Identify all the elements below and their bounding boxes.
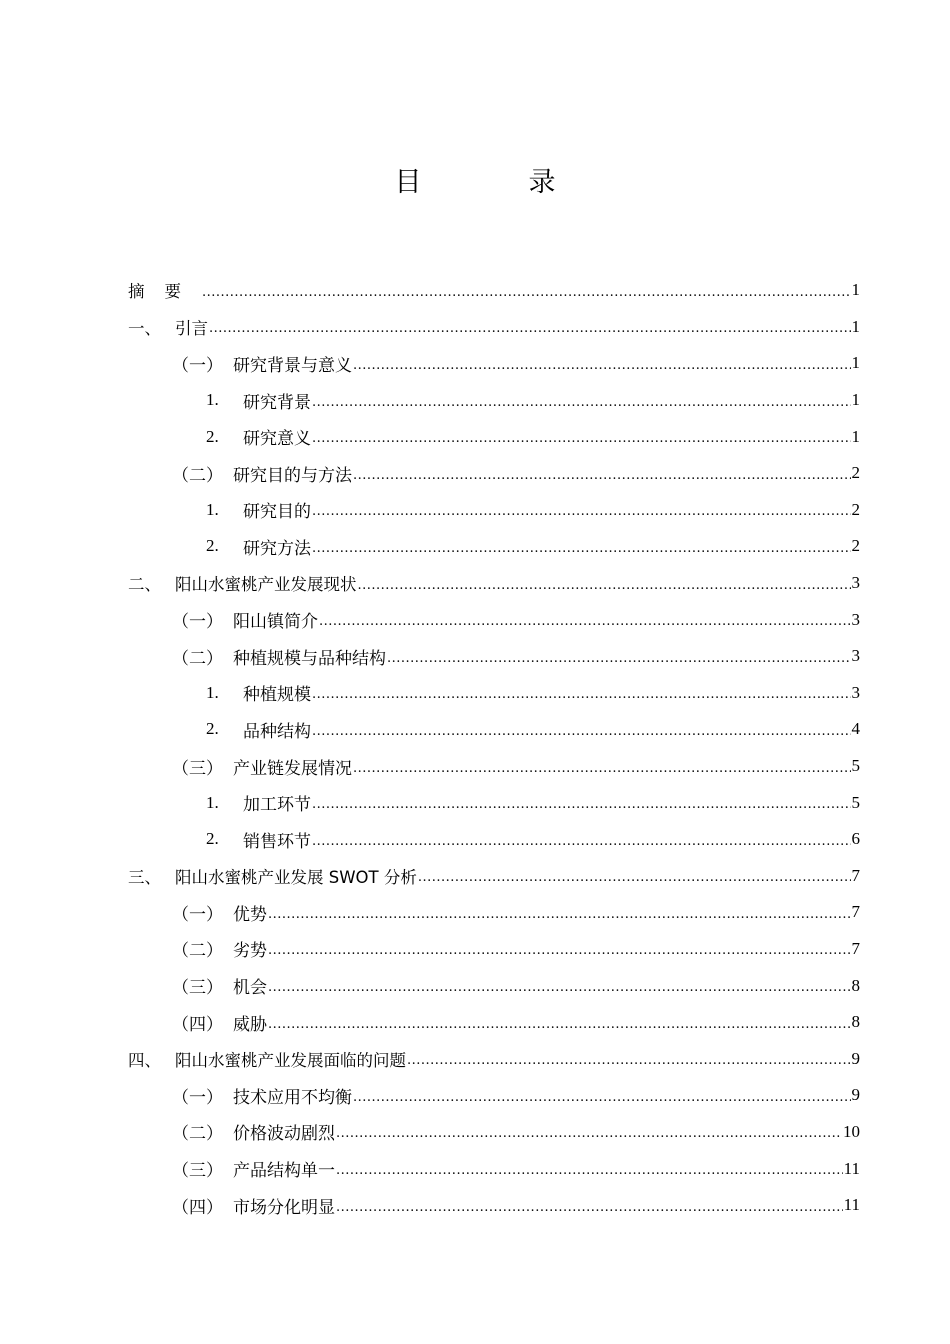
toc-entry[interactable] xyxy=(128,858,860,895)
toc-entry-number: （一） xyxy=(172,904,223,925)
toc-entry[interactable] xyxy=(128,711,860,748)
toc-entry-number: （一） xyxy=(172,355,223,376)
toc-entry-number: 1. xyxy=(206,499,219,519)
toc-entry-title: 阳山水蜜桃产业发展现状 xyxy=(175,575,357,595)
toc-dot-leader xyxy=(353,1090,851,1105)
toc-page-number: 9 xyxy=(851,1085,860,1105)
toc-dot-leader xyxy=(268,943,851,958)
toc-page-number: 1 xyxy=(851,390,860,410)
toc-entry-number: 1. xyxy=(206,390,219,410)
toc-entry-title: 销售环节 xyxy=(243,831,311,852)
toc-page-number: 1 xyxy=(851,353,860,373)
toc-entry-number: 1. xyxy=(206,682,219,702)
toc-entry-number: 1. xyxy=(206,792,219,812)
toc-entry[interactable] xyxy=(128,309,860,346)
toc-entry-title: 阳山水蜜桃产业发展 SWOT 分析 xyxy=(175,867,417,887)
toc-entry-title: 研究背景与意义 xyxy=(233,355,352,376)
toc-dot-leader xyxy=(312,504,851,519)
toc-page-number: 6 xyxy=(851,829,860,849)
toc-entry-title: 品种结构 xyxy=(243,721,311,742)
toc-entry-number: 2. xyxy=(206,719,219,739)
toc-entry-number: 2. xyxy=(206,426,219,446)
toc-page-number: 7 xyxy=(851,938,860,958)
toc-dot-leader xyxy=(353,358,851,373)
toc-entry-title: 种植规模 xyxy=(243,685,311,706)
toc-dot-leader xyxy=(353,761,851,776)
toc-entry[interactable] xyxy=(128,565,860,602)
toc-entry[interactable] xyxy=(128,272,860,309)
toc-entry[interactable] xyxy=(128,967,860,1004)
toc-dot-leader xyxy=(312,395,851,410)
toc-dot-leader xyxy=(358,578,851,593)
toc-page-number: 2 xyxy=(851,499,860,519)
toc-entry-number: 三、 xyxy=(128,867,161,887)
table-of-contents xyxy=(128,272,860,1223)
toc-entry[interactable] xyxy=(128,821,860,858)
toc-dot-leader xyxy=(312,541,851,556)
toc-entry-title: 机会 xyxy=(233,978,267,999)
toc-entry-number: （二） xyxy=(172,941,223,962)
toc-page-number: 3 xyxy=(851,609,860,629)
toc-entry-number: 二、 xyxy=(128,575,161,595)
toc-entry[interactable] xyxy=(128,784,860,821)
toc-entry[interactable] xyxy=(128,455,860,492)
toc-entry-title: 研究目的 xyxy=(243,502,311,523)
toc-entry[interactable] xyxy=(128,931,860,968)
toc-dot-leader xyxy=(209,321,851,336)
toc-dot-leader xyxy=(312,797,851,812)
toc-entry-title: 引言 xyxy=(175,318,208,338)
toc-page-number: 1 xyxy=(851,280,860,300)
toc-entry-title: 阳山镇简介 xyxy=(233,612,318,633)
toc-page-number: 9 xyxy=(851,1048,860,1068)
toc-dot-leader xyxy=(312,431,851,446)
toc-entry-number: （二） xyxy=(172,1124,223,1145)
toc-entry-number: （四） xyxy=(172,1197,223,1218)
toc-entry-number: （三） xyxy=(172,978,223,999)
toc-entry-title: 技术应用不均衡 xyxy=(233,1087,352,1108)
toc-entry-title: 市场分化明显 xyxy=(233,1197,335,1218)
toc-entry-title: 摘要 xyxy=(128,282,201,302)
toc-entry-title: 研究目的与方法 xyxy=(233,465,352,486)
toc-dot-leader xyxy=(268,980,851,995)
toc-page-number: 4 xyxy=(851,719,860,739)
toc-page-number: 3 xyxy=(851,682,860,702)
toc-entry[interactable] xyxy=(128,492,860,529)
toc-entry-number: （二） xyxy=(172,465,223,486)
toc-entry-title: 研究方法 xyxy=(243,538,311,559)
toc-entry[interactable] xyxy=(128,1004,860,1041)
toc-page-number: 11 xyxy=(843,1195,860,1215)
toc-page-number: 2 xyxy=(851,463,860,483)
toc-dot-leader xyxy=(312,724,851,739)
toc-entry-title: 研究意义 xyxy=(243,429,311,450)
toc-entry-number: （三） xyxy=(172,1161,223,1182)
toc-dot-leader xyxy=(418,870,851,885)
toc-entry[interactable] xyxy=(128,601,860,638)
toc-entry-number: （四） xyxy=(172,1014,223,1035)
toc-entry-title: 种植规模与品种结构 xyxy=(233,648,386,669)
toc-entry[interactable] xyxy=(128,418,860,455)
toc-entry-number: 四、 xyxy=(128,1050,161,1070)
toc-entry-number: 2. xyxy=(206,829,219,849)
toc-dot-leader xyxy=(387,651,851,666)
toc-page-number: 3 xyxy=(851,646,860,666)
toc-entry[interactable] xyxy=(128,1040,860,1077)
toc-entry-title: 威胁 xyxy=(233,1014,267,1035)
toc-entry[interactable] xyxy=(128,638,860,675)
toc-entry[interactable] xyxy=(128,1150,860,1187)
toc-entry[interactable] xyxy=(128,1077,860,1114)
toc-dot-leader xyxy=(336,1163,843,1178)
toc-entry-title: 价格波动剧烈 xyxy=(233,1124,335,1145)
toc-entry-number: （一） xyxy=(172,612,223,633)
toc-page-number: 5 xyxy=(851,792,860,812)
toc-page-number: 1 xyxy=(851,316,860,336)
toc-entry-title: 产业链发展情况 xyxy=(233,758,352,779)
toc-page-number: 5 xyxy=(851,756,860,776)
toc-dot-leader xyxy=(336,1200,843,1215)
toc-entry-number: （一） xyxy=(172,1087,223,1108)
toc-entry[interactable] xyxy=(128,675,860,712)
toc-entry[interactable] xyxy=(128,382,860,419)
toc-page-number: 11 xyxy=(843,1158,860,1178)
toc-page-number: 7 xyxy=(851,902,860,922)
toc-page-number: 8 xyxy=(851,975,860,995)
toc-dot-leader xyxy=(312,834,851,849)
toc-entry-title: 阳山水蜜桃产业发展面临的问题 xyxy=(175,1050,406,1070)
toc-entry-title: 优势 xyxy=(233,904,267,925)
toc-entry[interactable] xyxy=(128,1114,860,1151)
toc-entry-number: （二） xyxy=(172,648,223,669)
toc-entry-title: 劣势 xyxy=(233,941,267,962)
toc-entry[interactable] xyxy=(128,894,860,931)
toc-entry-number: （三） xyxy=(172,758,223,779)
toc-page-number: 8 xyxy=(851,1012,860,1032)
toc-entry-title: 产品结构单一 xyxy=(233,1161,335,1182)
toc-entry[interactable] xyxy=(128,528,860,565)
toc-dot-leader xyxy=(268,907,851,922)
toc-entry-title: 加工环节 xyxy=(243,795,311,816)
toc-dot-leader xyxy=(407,1053,851,1068)
toc-entry[interactable] xyxy=(128,748,860,785)
toc-dot-leader xyxy=(268,1017,851,1032)
toc-dot-leader xyxy=(312,687,851,702)
toc-page-number: 3 xyxy=(851,573,860,593)
toc-entry[interactable] xyxy=(128,345,860,382)
toc-entry[interactable] xyxy=(128,1187,860,1224)
toc-page-number: 2 xyxy=(851,536,860,556)
toc-dot-leader xyxy=(336,1126,842,1141)
toc-dot-leader xyxy=(319,614,851,629)
toc-dot-leader xyxy=(202,285,851,300)
toc-dot-leader xyxy=(353,468,851,483)
toc-title: 目 录 xyxy=(394,167,596,198)
toc-page-number: 7 xyxy=(851,865,860,885)
toc-entry-number: 一、 xyxy=(128,318,161,338)
toc-page-number: 10 xyxy=(843,1121,860,1141)
toc-page-number: 1 xyxy=(851,426,860,446)
toc-entry-number: 2. xyxy=(206,536,219,556)
toc-entry-title: 研究背景 xyxy=(243,392,311,413)
